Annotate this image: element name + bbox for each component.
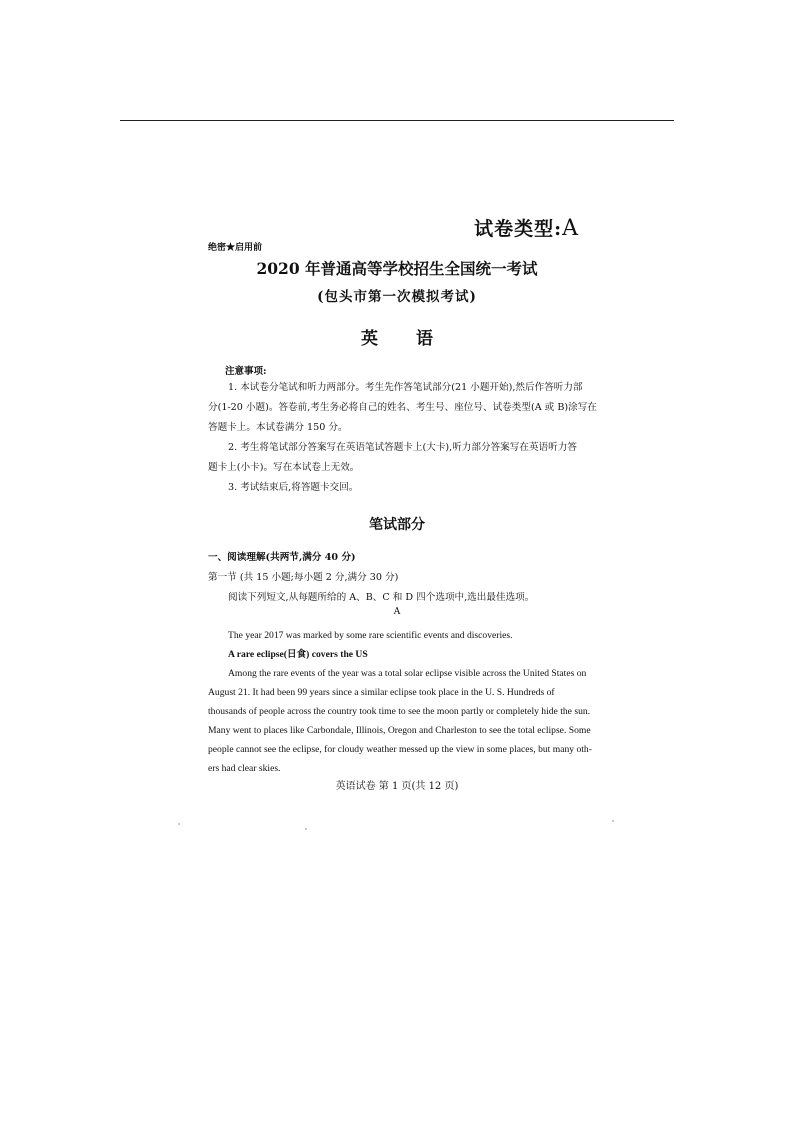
part-heading: 一、阅读理解(共两节,满分 40 分): [208, 552, 356, 563]
exam-subtitle: (包头市第一次模拟考试): [317, 289, 477, 305]
passage-line: ers had clear skies.: [208, 763, 281, 774]
section-title: 笔试部分: [369, 517, 425, 533]
scan-speck: [305, 828, 307, 830]
passage-line: August 21. It had been 99 years since a similar eclipse took place in the U. S. Hundreds of: [208, 687, 555, 698]
notes-line: 1. 本试卷分笔试和听力两部分。考生先作答笔试部分(21 小题开始),然后作答听力部: [228, 382, 583, 393]
paper-type-letter: A: [562, 216, 579, 241]
passage-line: people cannot see the eclipse, for cloudy weather messed up the view in some places, but many oth-: [208, 744, 592, 755]
notes-line: 2. 考生将笔试部分答案写在英语笔试答题卡上(大卡),听力部分答案写在英语听力答: [228, 442, 577, 453]
notes-line: 题卡上(小卡)。写在本试卷上无效。: [208, 462, 360, 473]
passage-line: Among the rare events of the year was a total solar eclipse visible across the United States on: [228, 668, 587, 679]
passage-heading: A rare eclipse(日食) covers the US: [228, 649, 368, 660]
notes-heading: 注意事项:: [225, 366, 267, 377]
page-footer: 英语试卷 第 1 页(共 12 页): [335, 781, 459, 792]
passage-line: thousands of people across the country took time to see the moon partly or completely hide the sun.: [208, 706, 591, 717]
scan-speck: [178, 823, 180, 825]
passage-label: A: [393, 607, 401, 617]
passage-line: Many went to places like Carbondale, Illinois, Oregon and Charleston to see the total eclipse. Some: [208, 725, 591, 736]
notes-line: 答题卡上。本试卷满分 150 分。: [208, 422, 348, 433]
subsection-heading: 第一节 (共 15 小题;每小题 2 分,满分 30 分): [208, 572, 399, 583]
passage-intro: The year 2017 was marked by some rare scientific events and discoveries.: [228, 630, 513, 641]
exam-title: 2020 年普通高等学校招生全国统一考试: [256, 259, 538, 278]
notes-line: 分(1-20 小题)。答卷前,考生务必将自己的姓名、考生号、座位号、试卷类型(A 或 B)涂写在: [208, 402, 597, 413]
confidential-mark: 绝密★启用前: [208, 243, 263, 253]
instruction: 阅读下列短文,从每题所给的 A、B、C 和 D 四个选项中,选出最佳选项。: [228, 592, 535, 603]
paper-type: [474, 214, 579, 241]
scan-speck: [612, 820, 614, 822]
subject-title: 英语: [361, 329, 471, 349]
paper-type-label: 试卷类型:: [474, 218, 563, 240]
top-rule: [120, 120, 674, 121]
notes-line: 3. 考试结束后,将答题卡交回。: [228, 482, 359, 493]
